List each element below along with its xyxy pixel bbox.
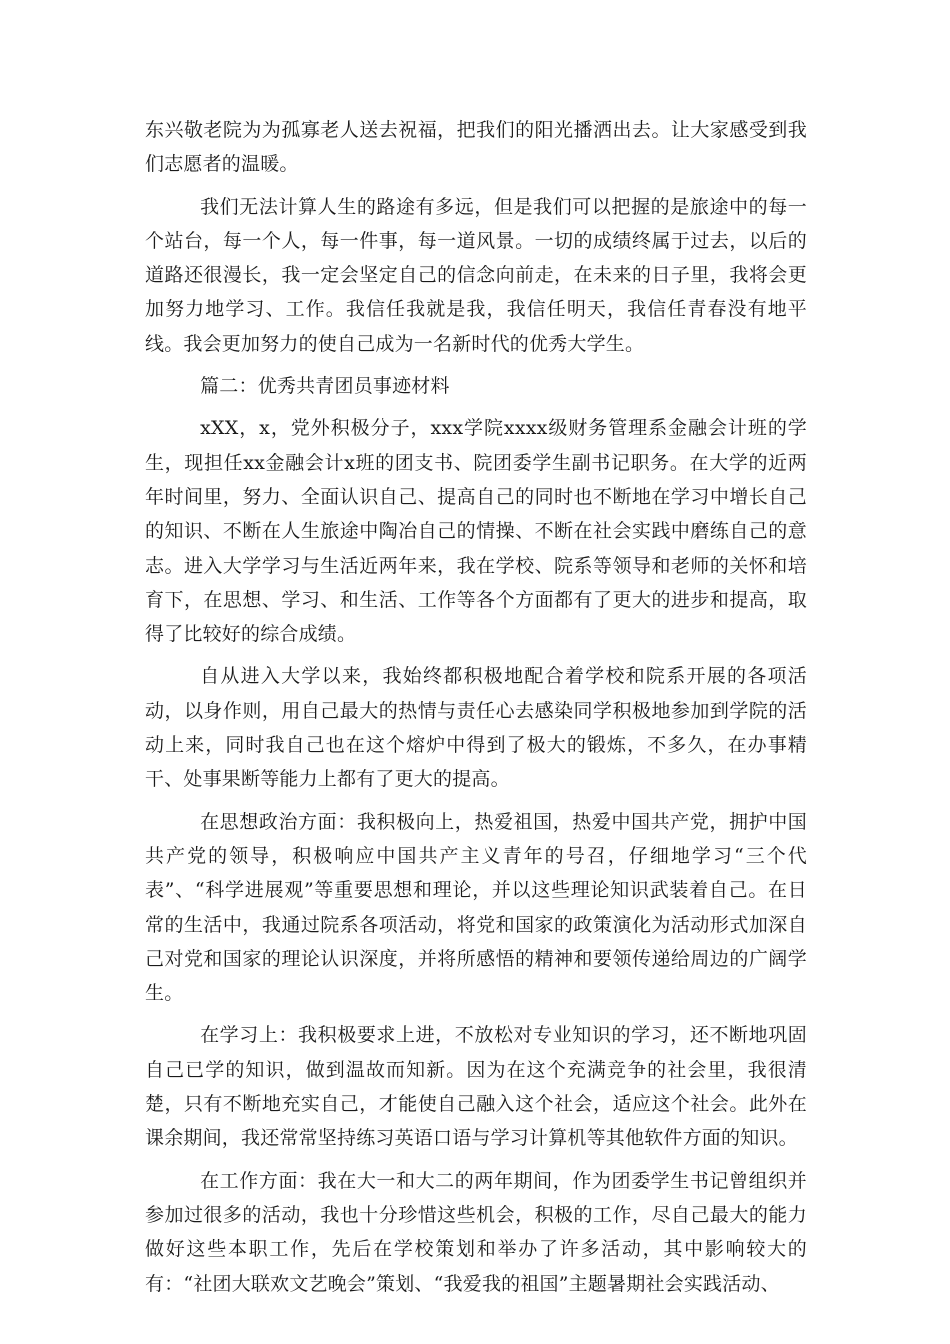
document-body bbox=[145, 113, 807, 1309]
paragraph-volunteer-ending: 东兴敬老院为为孤寡老人送去祝福，把我们的阳光播洒出去。让大家感受到我们志愿者的温暖。 bbox=[145, 119, 807, 176]
paragraph-study: 在学习上：我积极要求上进，不放松对专业知识的学习，还不断地巩固自己已学的知识，做到温故而知新。因为在这个充满竞争的社会里，我很清楚，只有不断地充实自己，才能使自己融入这个社会，适应这个社会。此外在课余期间，我还常常坚持练习英语口语与学习计算机等其他软件方面的知识。 bbox=[145, 1024, 807, 1150]
paragraph-introduction: xXX，x，党外积极分子，xxx学院xxxx级财务管理系金融会计班的学生，现担任xx金融会计x班的团支书、院团委学生副书记职务。在大学的近两年时间里，努力、全面认识自己、提高自己的同时也不断地在学习中增长自己的知识、不断在人生旅途中陶冶自己的情操、不断在社会实践中磨练自己的意志。进入大学学习与生活近两年来，我在学校、院系等领导和老师的关怀和培育下，在思想、学习、和生活、工作等各个方面都有了更大的进步和提高，取得了比较好的综合成绩。 bbox=[145, 417, 807, 646]
section-heading: 篇二：优秀共青团员事迹材料 bbox=[200, 375, 450, 398]
paragraph-life-journey: 我们无法计算人生的路途有多远，但是我们可以把握的是旅途中的每一个站台，每一个人，每一件事，每一道风景。一切的成绩终属于过去，以后的道路还很漫长，我一定会坚定自己的信念向前走，在未来的日子里，我将会更加努力地学习、工作。我信任我就是我，我信任明天，我信任青春没有地平线。我会更加努力的使自己成为一名新时代的优秀大学生。 bbox=[145, 195, 807, 355]
paragraph-political-thought: 在思想政治方面：我积极向上，热爱祖国，热爱中国共产党，拥护中国共产党的领导，积极响应中国共产主义青年的号召，仔细地学习“三个代表”、“科学进展观”等重要思想和理论，并以这些理论知识武装着自己。在日常的生活中，我通过院系各项活动，将党和国家的政策演化为活动形式加深自己对党和国家的理论认识深度，并将所感悟的精神和要领传递给周边的广阔学生。 bbox=[145, 810, 807, 1005]
paragraph-work: 在工作方面：我在大一和大二的两年期间，作为团委学生书记曾组织并参加过很多的活动，我也十分珍惜这些机会，积极的工作，尽自己最大的能力做好这些本职工作，先后在学校策划和举办了许多活动，其中影响较大的有：“社团大联欢文艺晚会”策划、“我爱我的祖国”主题暑期社会实践活动、 bbox=[145, 1169, 807, 1295]
paragraph-activities: 自从进入大学以来，我始终都积极地配合着学校和院系开展的各项活动，以身作则，用自己最大的热情与责任心去感染同学积极地参加到学院的活动上来，同时我自己也在这个熔炉中得到了极大的锻炼，不多久，在办事精干、处事果断等能力上都有了更大的提高。 bbox=[145, 665, 807, 791]
